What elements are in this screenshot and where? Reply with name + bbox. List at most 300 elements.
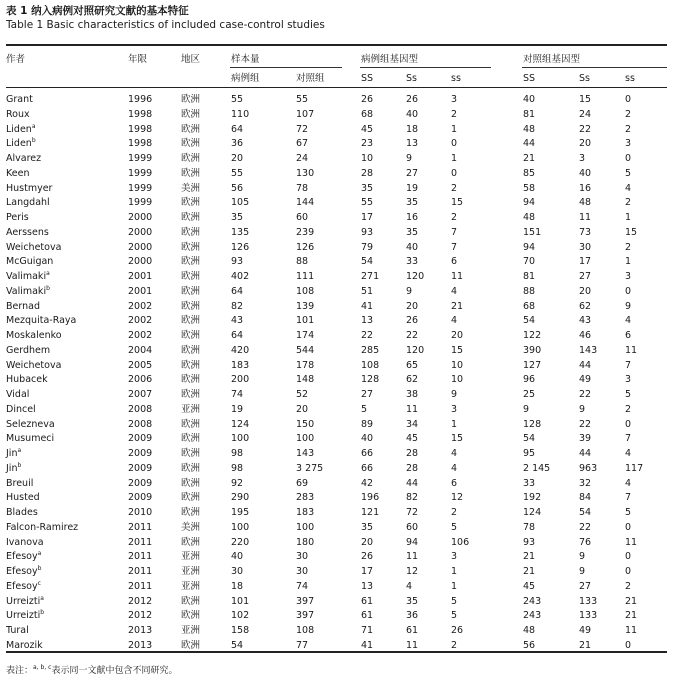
row-author bbox=[6, 596, 44, 608]
author-name: Blades bbox=[6, 507, 38, 518]
row-author bbox=[6, 330, 62, 342]
row-case-n: 402 bbox=[231, 271, 250, 282]
author-name: Jin bbox=[6, 462, 18, 474]
row-ctrl-ss: 2 bbox=[625, 123, 632, 135]
row-ctrl-Ss: 133 bbox=[579, 610, 598, 622]
row-year: 2000 bbox=[128, 241, 153, 253]
row-year: 2008 bbox=[128, 403, 153, 415]
row-ctrl-SS: 96 bbox=[523, 374, 536, 386]
author-name: Peris bbox=[6, 212, 29, 223]
row-case-SS: 20 bbox=[361, 536, 374, 548]
row-ctrl-ss: 0 bbox=[625, 285, 632, 297]
author-name: McGuigan bbox=[6, 256, 54, 268]
row-ctrl-SS: 68 bbox=[523, 300, 536, 312]
row-case-SS: 93 bbox=[361, 226, 374, 238]
row-ctrl-Ss: 27 bbox=[579, 271, 592, 282]
row-ctrl-Ss: 24 bbox=[579, 108, 592, 120]
row-case-SS: 41 bbox=[361, 639, 374, 651]
row-region: 欧洲 bbox=[181, 389, 201, 400]
author-name: Valimaki bbox=[6, 271, 47, 282]
row-ctrl-n: 108 bbox=[296, 625, 315, 636]
header-control-genotype: 对照组基因型 bbox=[523, 54, 581, 65]
author-name: Grant bbox=[6, 94, 33, 105]
row-ctrl-Ss: 17 bbox=[579, 256, 592, 268]
row-case-SS: 51 bbox=[361, 285, 374, 297]
row-case-n: 36 bbox=[231, 138, 244, 150]
row-author bbox=[6, 492, 40, 504]
row-ctrl-n: 143 bbox=[296, 448, 315, 459]
author-superscript: a bbox=[37, 550, 42, 558]
row-ctrl-SS: 48 bbox=[523, 212, 536, 223]
row-case-SS: 5 bbox=[361, 403, 368, 415]
author-name: Liden bbox=[6, 138, 32, 150]
row-year: 2011 bbox=[128, 536, 153, 548]
row-ctrl-n: 67 bbox=[296, 138, 309, 150]
row-case-SS: 61 bbox=[361, 595, 374, 607]
row-case-SS: 40 bbox=[361, 433, 374, 445]
author-superscript: b bbox=[31, 137, 36, 145]
row-year: 2013 bbox=[128, 625, 153, 636]
row-case-SS: 271 bbox=[361, 271, 380, 282]
row-author bbox=[6, 360, 61, 372]
table-footnote bbox=[6, 663, 177, 676]
row-ctrl-Ss: 9 bbox=[579, 551, 586, 563]
row-ctrl-Ss: 22 bbox=[579, 521, 592, 533]
row-region: 亚洲 bbox=[181, 580, 201, 592]
row-ctrl-n: 180 bbox=[296, 536, 315, 548]
row-case-n: 74 bbox=[231, 389, 244, 400]
row-ctrl-SS: 85 bbox=[523, 167, 536, 179]
row-ctrl-ss: 11 bbox=[625, 344, 638, 356]
row-year: 2000 bbox=[128, 256, 153, 268]
author-name: Musumeci bbox=[6, 433, 55, 445]
row-ctrl-SS: 93 bbox=[523, 536, 536, 548]
row-ctrl-SS: 25 bbox=[523, 389, 536, 400]
row-case-n: 64 bbox=[231, 285, 244, 297]
row-ctrl-n: 239 bbox=[296, 226, 315, 238]
row-ctrl-ss: 2 bbox=[625, 108, 632, 120]
row-case-SS: 28 bbox=[361, 167, 374, 179]
row-case-n: 64 bbox=[231, 330, 244, 341]
row-case-ss: 2 bbox=[451, 639, 458, 651]
row-region: 亚洲 bbox=[181, 566, 201, 577]
row-case-Ss: 60 bbox=[406, 521, 419, 533]
author-name: Falcon-Ramirez bbox=[6, 521, 79, 533]
author-name: Jin bbox=[6, 448, 18, 459]
row-ctrl-SS: 48 bbox=[523, 123, 536, 135]
row-ctrl-SS: 21 bbox=[523, 551, 536, 563]
row-ctrl-Ss: 20 bbox=[579, 138, 592, 150]
row-author bbox=[6, 242, 61, 254]
row-ctrl-Ss: 11 bbox=[579, 212, 592, 223]
row-ctrl-Ss: 44 bbox=[579, 448, 592, 459]
row-case-Ss: 28 bbox=[406, 462, 419, 474]
row-year: 2012 bbox=[128, 610, 153, 622]
row-ctrl-ss: 3 bbox=[625, 271, 632, 282]
row-case-ss: 20 bbox=[451, 330, 464, 341]
row-region: 欧洲 bbox=[181, 462, 201, 474]
row-ctrl-ss: 0 bbox=[625, 551, 632, 563]
row-case-Ss: 44 bbox=[406, 477, 419, 489]
row-case-Ss: 9 bbox=[406, 153, 413, 164]
row-case-SS: 13 bbox=[361, 580, 374, 592]
row-case-Ss: 120 bbox=[406, 271, 425, 282]
row-ctrl-ss: 117 bbox=[625, 462, 644, 474]
row-case-Ss: 26 bbox=[406, 94, 419, 105]
row-region: 亚洲 bbox=[181, 625, 201, 636]
row-ctrl-n: 148 bbox=[296, 374, 315, 386]
row-ctrl-ss: 5 bbox=[625, 389, 632, 400]
row-ctrl-n: 72 bbox=[296, 123, 309, 135]
row-year: 2012 bbox=[128, 595, 153, 607]
row-case-ss: 6 bbox=[451, 256, 458, 268]
row-ctrl-ss: 3 bbox=[625, 138, 632, 150]
row-case-n: 183 bbox=[231, 359, 250, 371]
author-superscript: a bbox=[17, 446, 22, 454]
row-case-Ss: 13 bbox=[406, 138, 419, 150]
row-ctrl-SS: 54 bbox=[523, 315, 536, 327]
author-name: Weichetova bbox=[6, 359, 62, 371]
row-year: 1998 bbox=[128, 108, 153, 120]
author-superscript: b bbox=[40, 609, 45, 617]
row-ctrl-Ss: 20 bbox=[579, 285, 592, 297]
row-case-n: 100 bbox=[231, 521, 250, 533]
control-genotype-subrule bbox=[522, 67, 667, 68]
row-case-Ss: 28 bbox=[406, 448, 419, 459]
author-name: Hubacek bbox=[6, 374, 48, 386]
row-ctrl-Ss: 84 bbox=[579, 492, 592, 504]
top-rule bbox=[6, 44, 667, 46]
row-ctrl-n: 24 bbox=[296, 153, 309, 164]
row-ctrl-SS: 40 bbox=[523, 94, 536, 105]
row-ctrl-SS: 2 145 bbox=[523, 462, 551, 474]
row-region: 欧洲 bbox=[181, 492, 201, 504]
row-ctrl-ss: 9 bbox=[625, 300, 632, 312]
row-case-ss: 3 bbox=[451, 94, 458, 105]
footnote-superscripts: a, b, c bbox=[33, 664, 52, 671]
row-author bbox=[6, 463, 21, 475]
row-ctrl-ss: 0 bbox=[625, 521, 632, 533]
row-year: 2002 bbox=[128, 330, 153, 341]
row-author bbox=[6, 522, 78, 534]
row-ctrl-Ss: 32 bbox=[579, 477, 592, 489]
row-year: 2005 bbox=[128, 359, 153, 371]
row-ctrl-ss: 2 bbox=[625, 580, 632, 592]
row-case-SS: 71 bbox=[361, 625, 374, 636]
row-case-Ss: 94 bbox=[406, 536, 419, 548]
row-ctrl-ss: 4 bbox=[625, 182, 632, 194]
row-case-n: 19 bbox=[231, 403, 244, 415]
row-year: 2011 bbox=[128, 566, 153, 577]
row-case-Ss: 27 bbox=[406, 167, 419, 179]
row-case-SS: 79 bbox=[361, 241, 374, 253]
row-ctrl-n: 397 bbox=[296, 595, 315, 607]
row-region: 欧洲 bbox=[181, 153, 201, 164]
row-author bbox=[6, 301, 40, 313]
row-case-Ss: 26 bbox=[406, 315, 419, 327]
row-case-ss: 26 bbox=[451, 625, 464, 636]
row-case-SS: 35 bbox=[361, 521, 374, 533]
row-ctrl-ss: 0 bbox=[625, 153, 632, 164]
row-case-SS: 54 bbox=[361, 256, 374, 268]
row-case-ss: 15 bbox=[451, 197, 464, 209]
row-author bbox=[6, 153, 41, 165]
row-case-n: 110 bbox=[231, 108, 250, 120]
row-case-Ss: 61 bbox=[406, 625, 419, 636]
row-case-Ss: 35 bbox=[406, 226, 419, 238]
row-year: 2011 bbox=[128, 580, 153, 592]
footnote-text: 表示同一文献中包含不同研究。 bbox=[51, 666, 178, 676]
row-ctrl-Ss: 15 bbox=[579, 94, 592, 105]
row-year: 2010 bbox=[128, 507, 153, 518]
row-case-Ss: 45 bbox=[406, 433, 419, 445]
row-case-Ss: 65 bbox=[406, 359, 419, 371]
row-case-SS: 55 bbox=[361, 197, 374, 209]
row-author bbox=[6, 183, 52, 195]
row-ctrl-SS: 127 bbox=[523, 359, 542, 371]
row-case-SS: 26 bbox=[361, 551, 374, 563]
row-region: 欧洲 bbox=[181, 241, 201, 253]
row-author bbox=[6, 227, 49, 239]
row-case-n: 92 bbox=[231, 477, 244, 489]
row-ctrl-SS: 44 bbox=[523, 138, 536, 150]
row-author bbox=[6, 374, 48, 386]
row-region: 欧洲 bbox=[181, 374, 201, 386]
row-ctrl-ss: 5 bbox=[625, 167, 632, 179]
row-ctrl-SS: 94 bbox=[523, 241, 536, 253]
row-region: 欧洲 bbox=[181, 344, 201, 356]
row-case-Ss: 22 bbox=[406, 330, 419, 341]
author-name: Weichetova bbox=[6, 241, 62, 253]
row-ctrl-Ss: 963 bbox=[579, 462, 598, 474]
row-author bbox=[6, 389, 29, 401]
header-case-genotype: 病例组基因型 bbox=[361, 54, 419, 65]
row-region: 欧洲 bbox=[181, 315, 201, 327]
row-ctrl-SS: 128 bbox=[523, 418, 542, 430]
row-case-n: 56 bbox=[231, 182, 244, 194]
row-case-SS: 45 bbox=[361, 123, 374, 135]
row-case-ss: 5 bbox=[451, 595, 458, 607]
author-name: Gerdhem bbox=[6, 344, 51, 356]
row-case-Ss: 11 bbox=[406, 639, 419, 651]
row-year: 2009 bbox=[128, 477, 153, 489]
row-case-n: 126 bbox=[231, 241, 250, 253]
row-ctrl-n: 100 bbox=[296, 433, 315, 445]
header-rule bbox=[6, 87, 667, 88]
row-year: 2011 bbox=[128, 521, 153, 533]
author-name: Breuil bbox=[6, 477, 34, 489]
author-name: Mezquita-Raya bbox=[6, 315, 77, 327]
row-ctrl-n: 107 bbox=[296, 108, 315, 120]
row-region: 亚洲 bbox=[181, 403, 201, 415]
row-year: 2011 bbox=[128, 551, 153, 563]
row-region: 欧洲 bbox=[181, 536, 201, 548]
row-case-ss: 15 bbox=[451, 344, 464, 356]
row-case-ss: 21 bbox=[451, 300, 464, 312]
row-case-ss: 10 bbox=[451, 374, 464, 386]
row-case-Ss: 35 bbox=[406, 595, 419, 607]
row-case-Ss: 40 bbox=[406, 108, 419, 120]
row-case-SS: 66 bbox=[361, 462, 374, 474]
row-case-Ss: 36 bbox=[406, 610, 419, 622]
row-ctrl-Ss: 3 bbox=[579, 153, 586, 164]
row-case-SS: 128 bbox=[361, 374, 380, 386]
row-region: 欧洲 bbox=[181, 433, 201, 445]
row-case-ss: 106 bbox=[451, 536, 470, 548]
row-ctrl-Ss: 76 bbox=[579, 536, 592, 548]
row-case-n: 220 bbox=[231, 536, 250, 548]
row-ctrl-SS: 81 bbox=[523, 271, 536, 282]
footnote-prefix: 表注： bbox=[6, 666, 34, 676]
row-ctrl-Ss: 22 bbox=[579, 389, 592, 400]
author-name: Tural bbox=[6, 625, 29, 636]
row-author bbox=[6, 507, 38, 519]
row-author bbox=[6, 610, 44, 622]
row-ctrl-ss: 1 bbox=[625, 212, 632, 223]
row-year: 2004 bbox=[128, 344, 153, 356]
row-ctrl-n: 78 bbox=[296, 182, 309, 194]
author-name: Urreizti bbox=[6, 610, 41, 622]
row-ctrl-n: 150 bbox=[296, 418, 315, 430]
row-ctrl-SS: 48 bbox=[523, 625, 536, 636]
row-ctrl-n: 60 bbox=[296, 212, 309, 223]
row-case-SS: 17 bbox=[361, 212, 374, 223]
author-name: Selezneva bbox=[6, 418, 55, 430]
row-case-ss: 5 bbox=[451, 610, 458, 622]
row-ctrl-SS: 58 bbox=[523, 182, 536, 194]
row-ctrl-SS: 243 bbox=[523, 610, 542, 622]
row-ctrl-n: 69 bbox=[296, 477, 309, 489]
row-ctrl-n: 74 bbox=[296, 580, 309, 592]
row-case-SS: 35 bbox=[361, 182, 374, 194]
row-ctrl-ss: 2 bbox=[625, 197, 632, 209]
row-ctrl-Ss: 39 bbox=[579, 433, 592, 445]
row-author bbox=[6, 124, 36, 136]
row-ctrl-ss: 21 bbox=[625, 595, 638, 607]
author-superscript: b bbox=[46, 284, 50, 292]
row-case-Ss: 11 bbox=[406, 551, 419, 563]
header-sample-size: 样本量 bbox=[231, 54, 260, 65]
row-region: 欧洲 bbox=[181, 197, 201, 209]
row-ctrl-Ss: 43 bbox=[579, 315, 592, 327]
row-author bbox=[6, 315, 76, 327]
row-region: 亚洲 bbox=[181, 551, 201, 563]
row-year: 2009 bbox=[128, 448, 153, 459]
row-ctrl-n: 100 bbox=[296, 521, 315, 533]
row-case-ss: 4 bbox=[451, 462, 458, 474]
row-case-ss: 7 bbox=[451, 241, 458, 253]
row-year: 2002 bbox=[128, 315, 153, 327]
row-case-n: 135 bbox=[231, 226, 250, 238]
row-case-n: 102 bbox=[231, 610, 250, 622]
row-author bbox=[6, 168, 29, 180]
row-case-Ss: 35 bbox=[406, 197, 419, 209]
row-case-ss: 3 bbox=[451, 403, 458, 415]
author-name: Efesoy bbox=[6, 551, 38, 563]
row-case-n: 98 bbox=[231, 448, 244, 459]
header-region: 地区 bbox=[181, 54, 201, 65]
row-case-ss: 15 bbox=[451, 433, 464, 445]
row-ctrl-ss: 15 bbox=[625, 226, 638, 238]
row-ctrl-Ss: 9 bbox=[579, 566, 586, 577]
row-ctrl-SS: 33 bbox=[523, 477, 536, 489]
author-superscript: a bbox=[31, 122, 36, 130]
row-author bbox=[6, 478, 33, 490]
row-case-ss: 1 bbox=[451, 580, 458, 592]
row-year: 1998 bbox=[128, 123, 153, 135]
author-name: Moskalenko bbox=[6, 330, 62, 341]
row-year: 2001 bbox=[128, 285, 153, 297]
row-ctrl-Ss: 49 bbox=[579, 374, 592, 386]
row-case-n: 195 bbox=[231, 507, 250, 518]
row-region: 欧洲 bbox=[181, 94, 201, 105]
row-author bbox=[6, 404, 36, 416]
row-author bbox=[6, 419, 55, 431]
row-ctrl-SS: 78 bbox=[523, 521, 536, 533]
row-case-SS: 10 bbox=[361, 153, 374, 164]
row-author bbox=[6, 109, 30, 121]
row-ctrl-ss: 2 bbox=[625, 403, 632, 415]
author-name: Valimaki bbox=[6, 285, 47, 297]
author-superscript: a bbox=[46, 269, 50, 277]
header-control-Ss: Ss bbox=[579, 73, 590, 84]
row-case-ss: 0 bbox=[451, 138, 458, 150]
row-case-SS: 13 bbox=[361, 315, 374, 327]
row-case-Ss: 82 bbox=[406, 492, 419, 504]
row-author bbox=[6, 625, 29, 637]
row-ctrl-ss: 5 bbox=[625, 507, 632, 518]
row-ctrl-Ss: 54 bbox=[579, 507, 592, 518]
row-ctrl-ss: 2 bbox=[625, 241, 632, 253]
row-region: 欧洲 bbox=[181, 212, 201, 223]
author-superscript: b bbox=[17, 461, 22, 469]
row-ctrl-Ss: 22 bbox=[579, 123, 592, 135]
row-case-ss: 1 bbox=[451, 566, 458, 577]
row-region: 美洲 bbox=[181, 182, 201, 194]
row-ctrl-n: 55 bbox=[296, 94, 309, 105]
row-case-Ss: 120 bbox=[406, 344, 425, 356]
row-case-ss: 2 bbox=[451, 507, 458, 518]
row-ctrl-n: 20 bbox=[296, 403, 309, 415]
row-case-SS: 17 bbox=[361, 566, 374, 577]
row-case-Ss: 12 bbox=[406, 566, 419, 577]
row-ctrl-Ss: 73 bbox=[579, 226, 592, 238]
table-title-en: Table 1 Basic characteristics of included case-control studies bbox=[6, 19, 325, 31]
row-case-SS: 89 bbox=[361, 418, 374, 430]
row-ctrl-n: 77 bbox=[296, 639, 309, 651]
header-case-ss: ss bbox=[451, 73, 461, 84]
row-author bbox=[6, 197, 50, 209]
row-ctrl-SS: 88 bbox=[523, 285, 536, 297]
row-case-n: 30 bbox=[231, 566, 244, 577]
row-ctrl-ss: 0 bbox=[625, 639, 632, 651]
row-ctrl-Ss: 40 bbox=[579, 167, 592, 179]
row-ctrl-Ss: 21 bbox=[579, 639, 592, 651]
row-author bbox=[6, 581, 41, 593]
header-control-ss: ss bbox=[625, 73, 635, 84]
row-year: 2009 bbox=[128, 462, 153, 474]
row-ctrl-n: 30 bbox=[296, 566, 309, 577]
row-case-SS: 285 bbox=[361, 344, 380, 356]
row-author bbox=[6, 94, 33, 106]
row-ctrl-n: 101 bbox=[296, 315, 315, 327]
author-superscript: a bbox=[40, 594, 44, 602]
row-case-n: 420 bbox=[231, 344, 250, 356]
row-year: 2006 bbox=[128, 374, 153, 386]
row-case-n: 101 bbox=[231, 595, 250, 607]
row-case-n: 43 bbox=[231, 315, 244, 327]
author-name: Bernad bbox=[6, 300, 40, 312]
